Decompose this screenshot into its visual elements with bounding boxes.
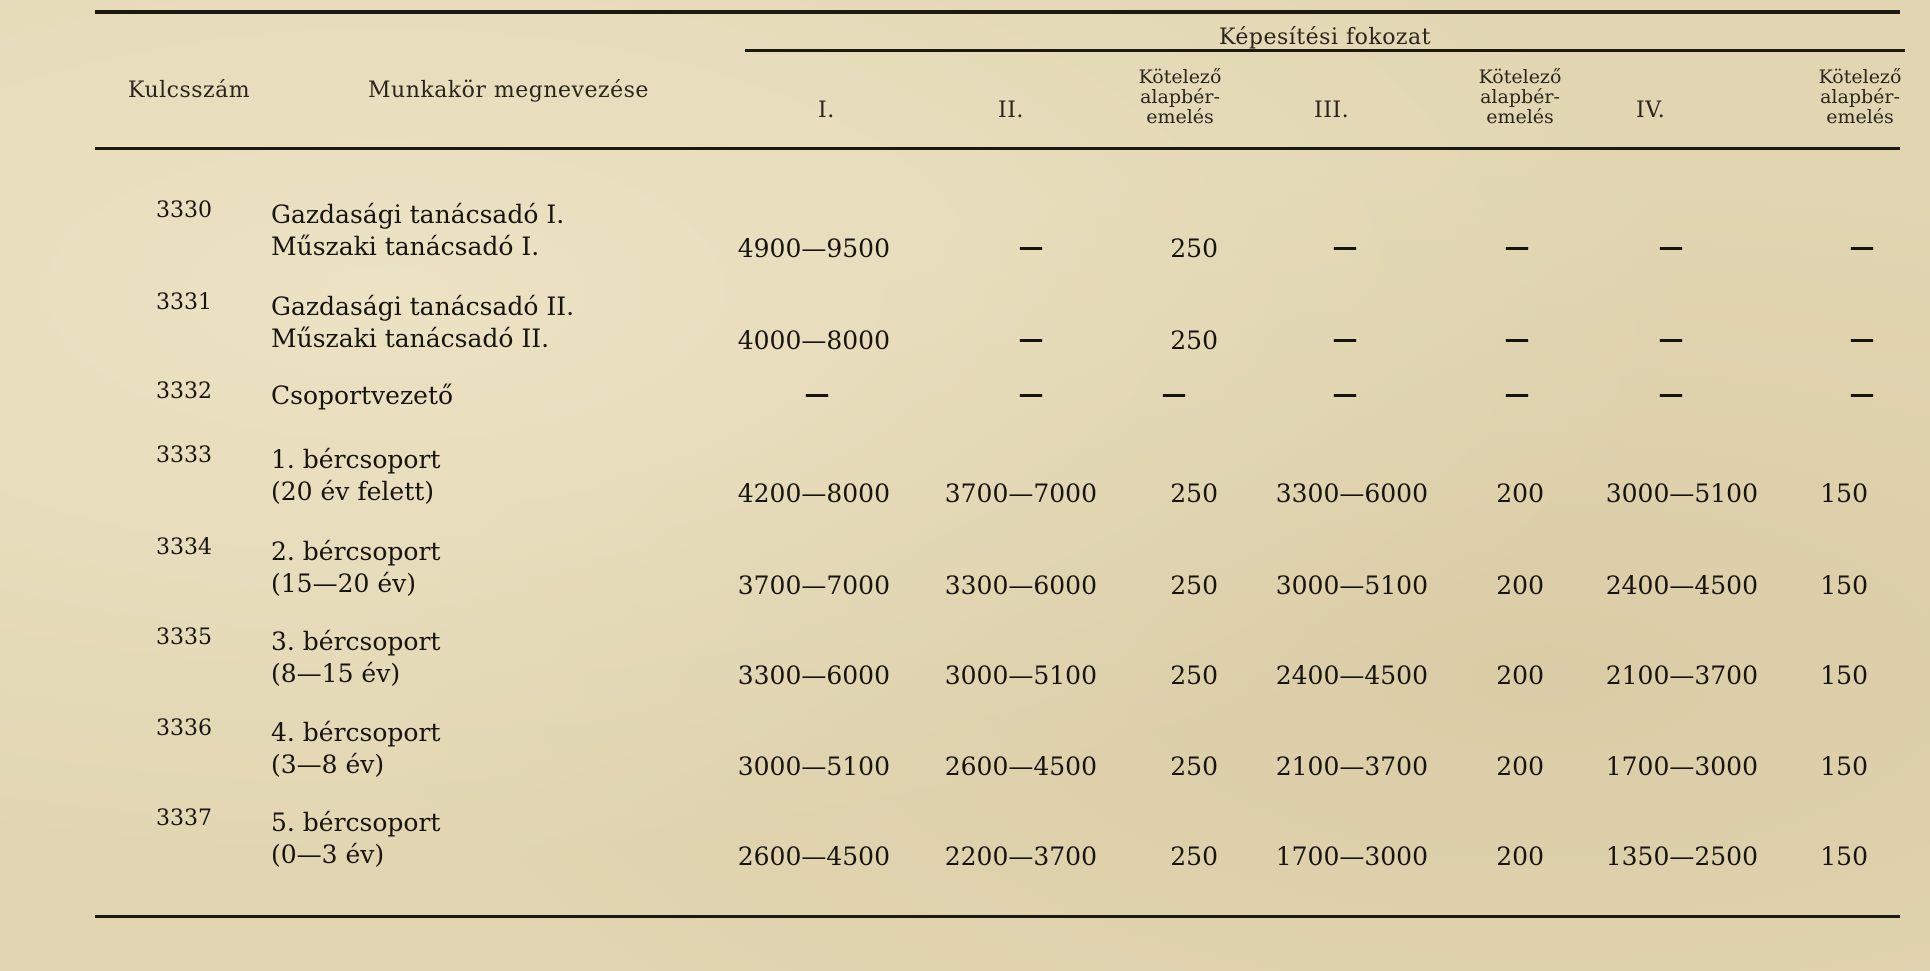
row-cell-r1: 250 bbox=[1170, 842, 1218, 871]
row-cell-r3: 150 bbox=[1820, 752, 1868, 781]
row-name-line2: Műszaki tanácsadó II. bbox=[271, 324, 550, 353]
row-cell-r2: 200 bbox=[1496, 571, 1544, 600]
col-header-IV: IV. bbox=[1636, 98, 1666, 123]
header-group-label: Képesítési fokozat bbox=[1219, 25, 1431, 50]
row-cell-r2: 200 bbox=[1496, 752, 1544, 781]
row-cell-r1: 250 bbox=[1170, 479, 1218, 508]
row-cell-iii: 1700—3000 bbox=[1275, 842, 1428, 871]
row-cell-ii: — bbox=[1018, 232, 1044, 261]
row-cell-r2: 200 bbox=[1496, 661, 1544, 690]
row-code: 3336 bbox=[156, 716, 212, 741]
raise-label-line1: Kötelező bbox=[1478, 66, 1562, 88]
row-cell-iii: — bbox=[1332, 232, 1358, 261]
row-cell-ii: 2600—4500 bbox=[944, 752, 1097, 781]
row-name-line2: (20 év felett) bbox=[271, 477, 435, 506]
row-cell-iv: 3000—5100 bbox=[1605, 479, 1758, 508]
row-cell-r3: 150 bbox=[1820, 479, 1868, 508]
row-cell-i: 4000—8000 bbox=[737, 326, 890, 355]
raise-label-line2: alapbér- bbox=[1140, 86, 1220, 108]
col-header-raise-2 bbox=[1460, 67, 1580, 127]
row-name-line1: 4. bércsoport bbox=[271, 718, 441, 747]
row-cell-iii: 2100—3700 bbox=[1275, 752, 1428, 781]
row-code: 3333 bbox=[156, 443, 212, 468]
bottom-rule bbox=[95, 915, 1900, 918]
row-name-line2: (8—15 év) bbox=[271, 659, 401, 688]
row-code: 3332 bbox=[156, 379, 212, 404]
top-rule bbox=[95, 10, 1900, 14]
row-cell-ii: — bbox=[1018, 324, 1044, 353]
row-cell-ii: 3700—7000 bbox=[944, 479, 1097, 508]
row-cell-r1: 250 bbox=[1170, 234, 1218, 263]
row-cell-r3: — bbox=[1849, 232, 1875, 261]
row-cell-i: 4200—8000 bbox=[737, 479, 890, 508]
row-cell-iv: 2100—3700 bbox=[1605, 661, 1758, 690]
row-cell-r3: 150 bbox=[1820, 661, 1868, 690]
row-cell-i: — bbox=[804, 379, 830, 408]
raise-label-line1: Kötelező bbox=[1138, 66, 1222, 88]
row-code: 3331 bbox=[156, 290, 212, 315]
row-cell-ii: 3300—6000 bbox=[944, 571, 1097, 600]
col-header-III: III. bbox=[1314, 98, 1350, 123]
row-cell-iii: 2400—4500 bbox=[1275, 661, 1428, 690]
row-name-line2: Műszaki tanácsadó I. bbox=[271, 232, 540, 261]
row-name-line1: 1. bércsoport bbox=[271, 445, 441, 474]
row-cell-iii: — bbox=[1332, 379, 1358, 408]
row-cell-i: 3000—5100 bbox=[737, 752, 890, 781]
col-header-II: II. bbox=[998, 98, 1024, 123]
row-cell-iv: 2400—4500 bbox=[1605, 571, 1758, 600]
header-bottom-rule bbox=[95, 147, 1900, 150]
row-cell-r1: 250 bbox=[1170, 326, 1218, 355]
row-name-line1: Gazdasági tanácsadó II. bbox=[271, 292, 575, 321]
col-header-raise-3 bbox=[1800, 67, 1920, 127]
row-name-line2: (15—20 év) bbox=[271, 569, 416, 598]
row-cell-r1: 250 bbox=[1170, 661, 1218, 690]
row-cell-r2: — bbox=[1504, 232, 1530, 261]
row-name-line1: Csoportvezető bbox=[271, 381, 454, 410]
row-cell-r3: — bbox=[1849, 324, 1875, 353]
row-cell-r2: — bbox=[1504, 324, 1530, 353]
row-cell-ii: 2200—3700 bbox=[944, 842, 1097, 871]
row-code: 3330 bbox=[156, 198, 212, 223]
row-cell-iv: 1700—3000 bbox=[1605, 752, 1758, 781]
row-cell-iv: 1350—2500 bbox=[1605, 842, 1758, 871]
row-cell-i: 3300—6000 bbox=[737, 661, 890, 690]
raise-label-line2: alapbér- bbox=[1820, 86, 1900, 108]
row-name-line1: 2. bércsoport bbox=[271, 537, 441, 566]
row-name-line1: Gazdasági tanácsadó I. bbox=[271, 200, 565, 229]
row-name-line1: 5. bércsoport bbox=[271, 808, 441, 837]
raise-label-line3: emelés bbox=[1486, 106, 1554, 128]
row-code: 3335 bbox=[156, 625, 212, 650]
row-cell-r2: 200 bbox=[1496, 842, 1544, 871]
row-cell-iv: — bbox=[1658, 324, 1684, 353]
row-name-line2: (3—8 év) bbox=[271, 750, 385, 779]
row-cell-r2: 200 bbox=[1496, 479, 1544, 508]
header-code-label: Kulcsszám bbox=[128, 78, 251, 103]
row-cell-iii: 3000—5100 bbox=[1275, 571, 1428, 600]
row-cell-iii: — bbox=[1332, 324, 1358, 353]
raise-label-line3: emelés bbox=[1826, 106, 1894, 128]
row-cell-r3: 150 bbox=[1820, 571, 1868, 600]
row-cell-i: 4900—9500 bbox=[737, 234, 890, 263]
raise-label-line1: Kötelező bbox=[1818, 66, 1902, 88]
row-cell-r1: 250 bbox=[1170, 571, 1218, 600]
row-cell-iv: — bbox=[1658, 232, 1684, 261]
row-cell-iii: 3300—6000 bbox=[1275, 479, 1428, 508]
row-code: 3337 bbox=[156, 806, 212, 831]
col-header-raise-1 bbox=[1120, 67, 1240, 127]
row-cell-i: 3700—7000 bbox=[737, 571, 890, 600]
raise-label-line2: alapbér- bbox=[1480, 86, 1560, 108]
row-cell-iv: — bbox=[1658, 379, 1684, 408]
row-cell-ii: 3000—5100 bbox=[944, 661, 1097, 690]
row-cell-r3: 150 bbox=[1820, 842, 1868, 871]
row-cell-ii: — bbox=[1018, 379, 1044, 408]
row-cell-r3: — bbox=[1849, 379, 1875, 408]
row-cell-i: 2600—4500 bbox=[737, 842, 890, 871]
row-cell-r1: — bbox=[1161, 379, 1187, 408]
header-title-label: Munkakör megnevezése bbox=[368, 78, 649, 103]
row-name-line2: (0—3 év) bbox=[271, 840, 385, 869]
row-cell-r2: — bbox=[1504, 379, 1530, 408]
row-code: 3334 bbox=[156, 535, 212, 560]
raise-label-line3: emelés bbox=[1146, 106, 1214, 128]
row-cell-r1: 250 bbox=[1170, 752, 1218, 781]
col-header-I: I. bbox=[818, 98, 835, 123]
row-name-line1: 3. bércsoport bbox=[271, 627, 441, 656]
